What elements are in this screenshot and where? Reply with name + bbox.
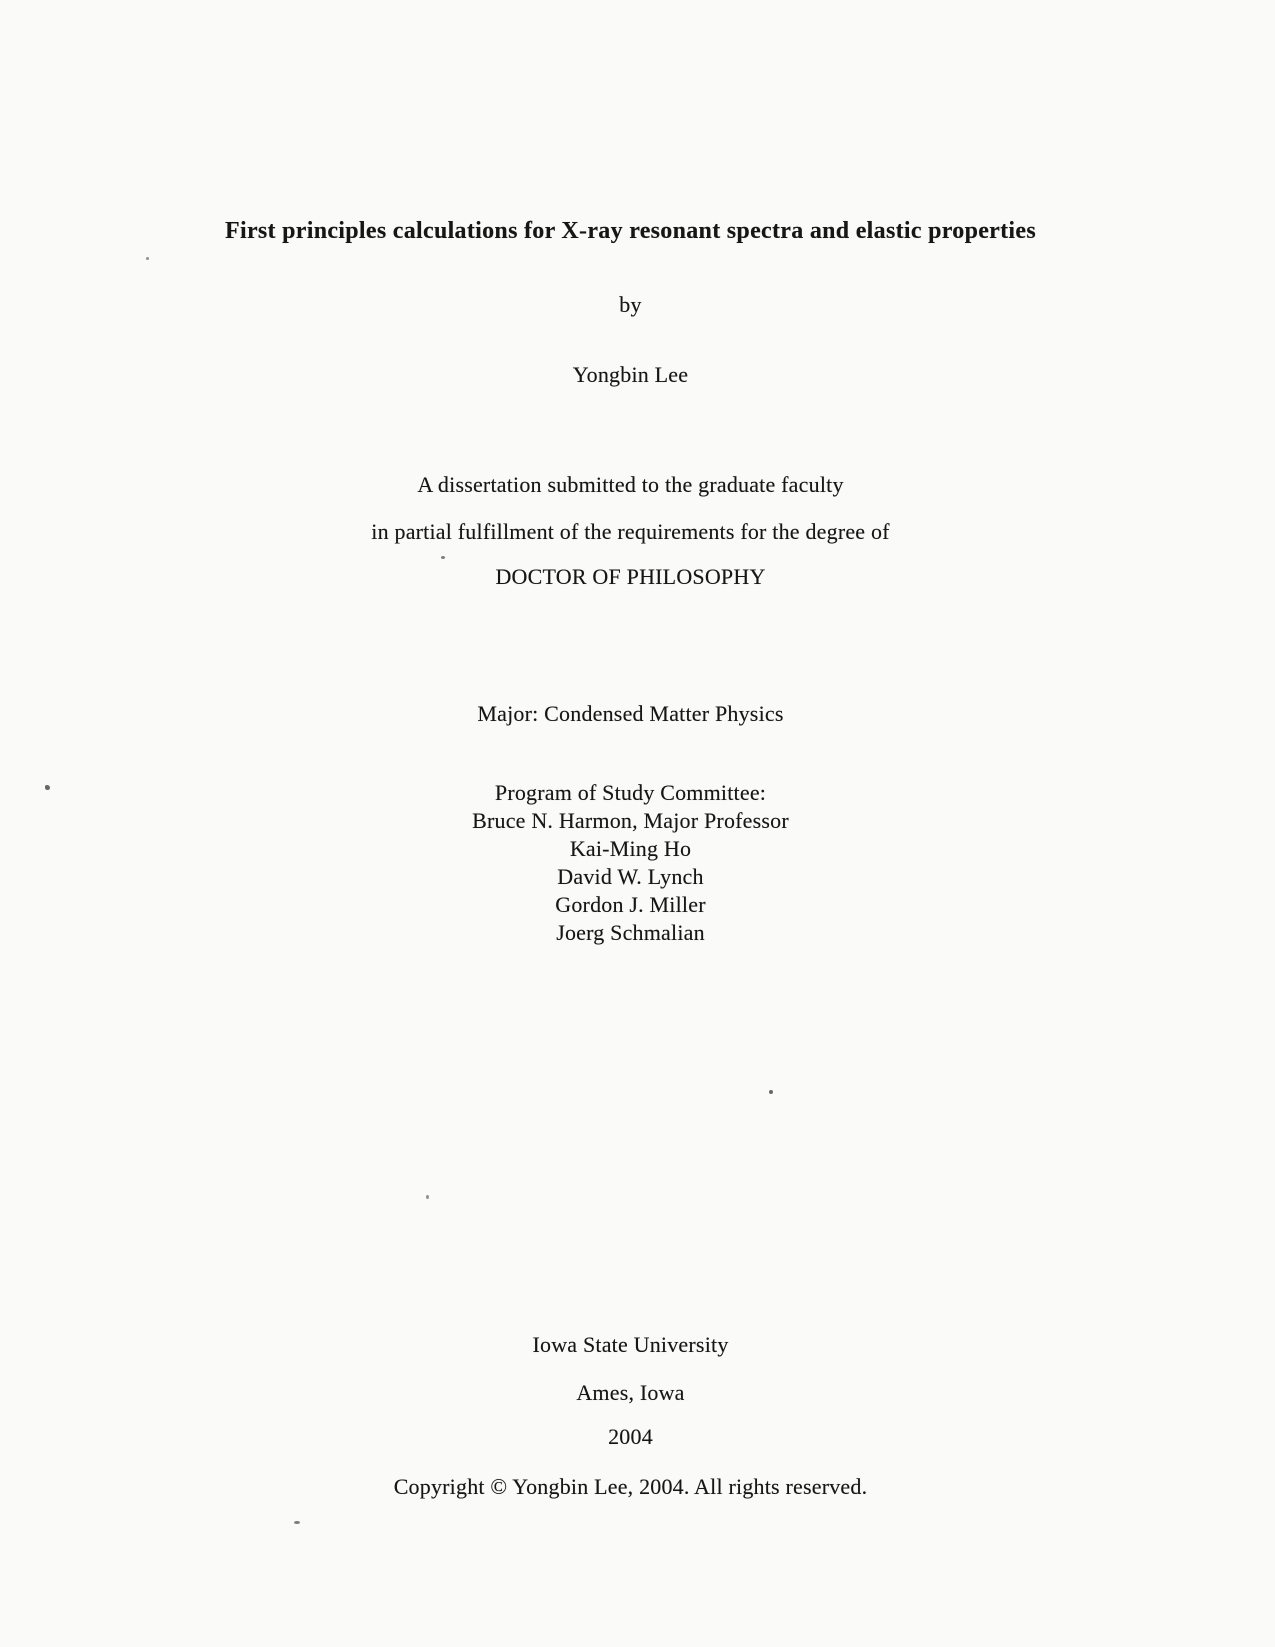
scan-speck xyxy=(45,785,50,790)
major-line: Major: Condensed Matter Physics xyxy=(477,701,784,726)
committee-heading: Program of Study Committee: xyxy=(494,780,767,805)
committee-member: Bruce N. Harmon, Major Professor xyxy=(472,808,789,833)
scan-speck xyxy=(294,1521,300,1524)
publication-year: 2004 xyxy=(608,1424,653,1449)
degree-name: DOCTOR OF PHILOSOPHY xyxy=(495,564,766,589)
scan-speck xyxy=(426,1195,429,1199)
committee-member: Gordon J. Miller xyxy=(555,892,706,917)
committee-member: Joerg Schmalian xyxy=(556,920,705,945)
committee-member: Kai-Ming Ho xyxy=(569,836,692,861)
committee-block xyxy=(0,779,1261,947)
dissertation-title: First principles calculations for X-ray resonant spectra and elastic properties xyxy=(225,218,1036,244)
submission-statement-line-1: A dissertation submitted to the graduate faculty xyxy=(417,472,844,497)
copyright-notice: Copyright © Yongbin Lee, 2004. All rights reserved. xyxy=(393,1474,868,1499)
committee-member: David W. Lynch xyxy=(557,864,704,889)
author-name: Yongbin Lee xyxy=(572,362,689,387)
institution-name: Iowa State University xyxy=(532,1332,729,1357)
scan-speck xyxy=(146,257,149,260)
scan-speck xyxy=(441,556,445,559)
scan-speck xyxy=(769,1090,773,1094)
institution-location: Ames, Iowa xyxy=(576,1380,685,1405)
byline: by xyxy=(619,292,642,317)
submission-statement-line-2: in partial fulfillment of the requirements for the degree of xyxy=(371,519,890,544)
